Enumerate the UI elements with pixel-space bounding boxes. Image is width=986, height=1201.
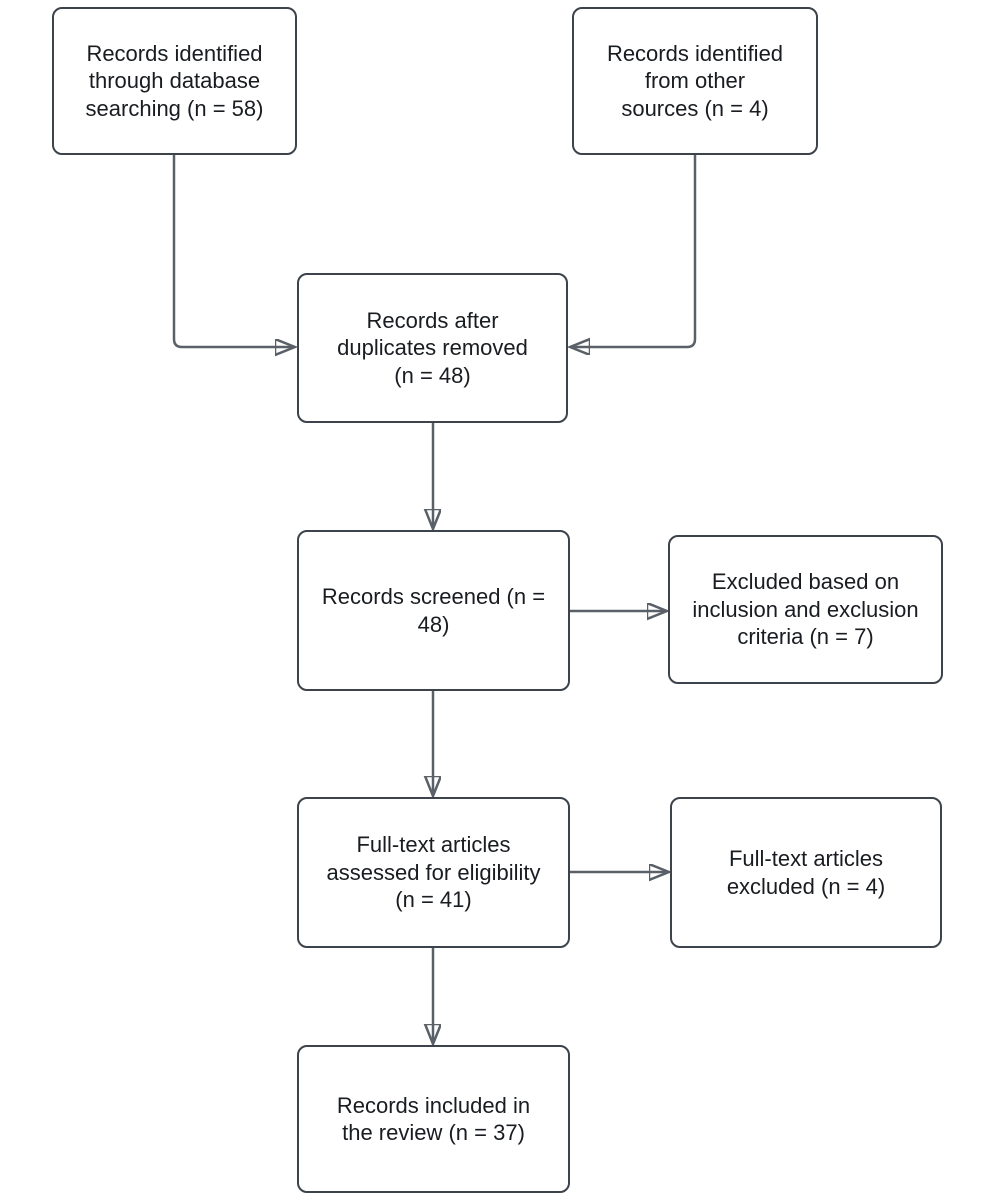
node-label: Records identified through database searching (n = 58) — [85, 40, 264, 121]
node-label: Records after duplicates removed (n = 48) — [337, 307, 528, 388]
node-excluded-inclusion-exclusion-criteria — [668, 535, 943, 684]
node-fulltext-assessed-eligibility — [297, 797, 570, 948]
node-fulltext-excluded — [670, 797, 942, 948]
edge-other-to-duplicates-arrow — [571, 155, 695, 347]
node-records-identified-other-sources — [572, 7, 818, 155]
node-label: Records included in the review (n = 37) — [336, 1092, 531, 1145]
node-records-included-review — [297, 1045, 570, 1193]
node-label: Excluded based on inclusion and exclusion criteria (n = 7) — [692, 569, 919, 650]
node-label: Records identified from other sources (n = 4) — [606, 40, 784, 121]
edge-database-to-duplicates-arrow — [174, 155, 294, 347]
node-label: Records screened (n = 48) — [321, 584, 546, 637]
node-label: Full-text articles excluded (n = 4) — [726, 846, 886, 899]
node-label: Full-text articles assessed for eligibility (n = 41) — [326, 832, 541, 913]
node-records-identified-database — [52, 7, 297, 155]
node-records-screened — [297, 530, 570, 691]
node-records-after-duplicates-removed — [297, 273, 568, 423]
